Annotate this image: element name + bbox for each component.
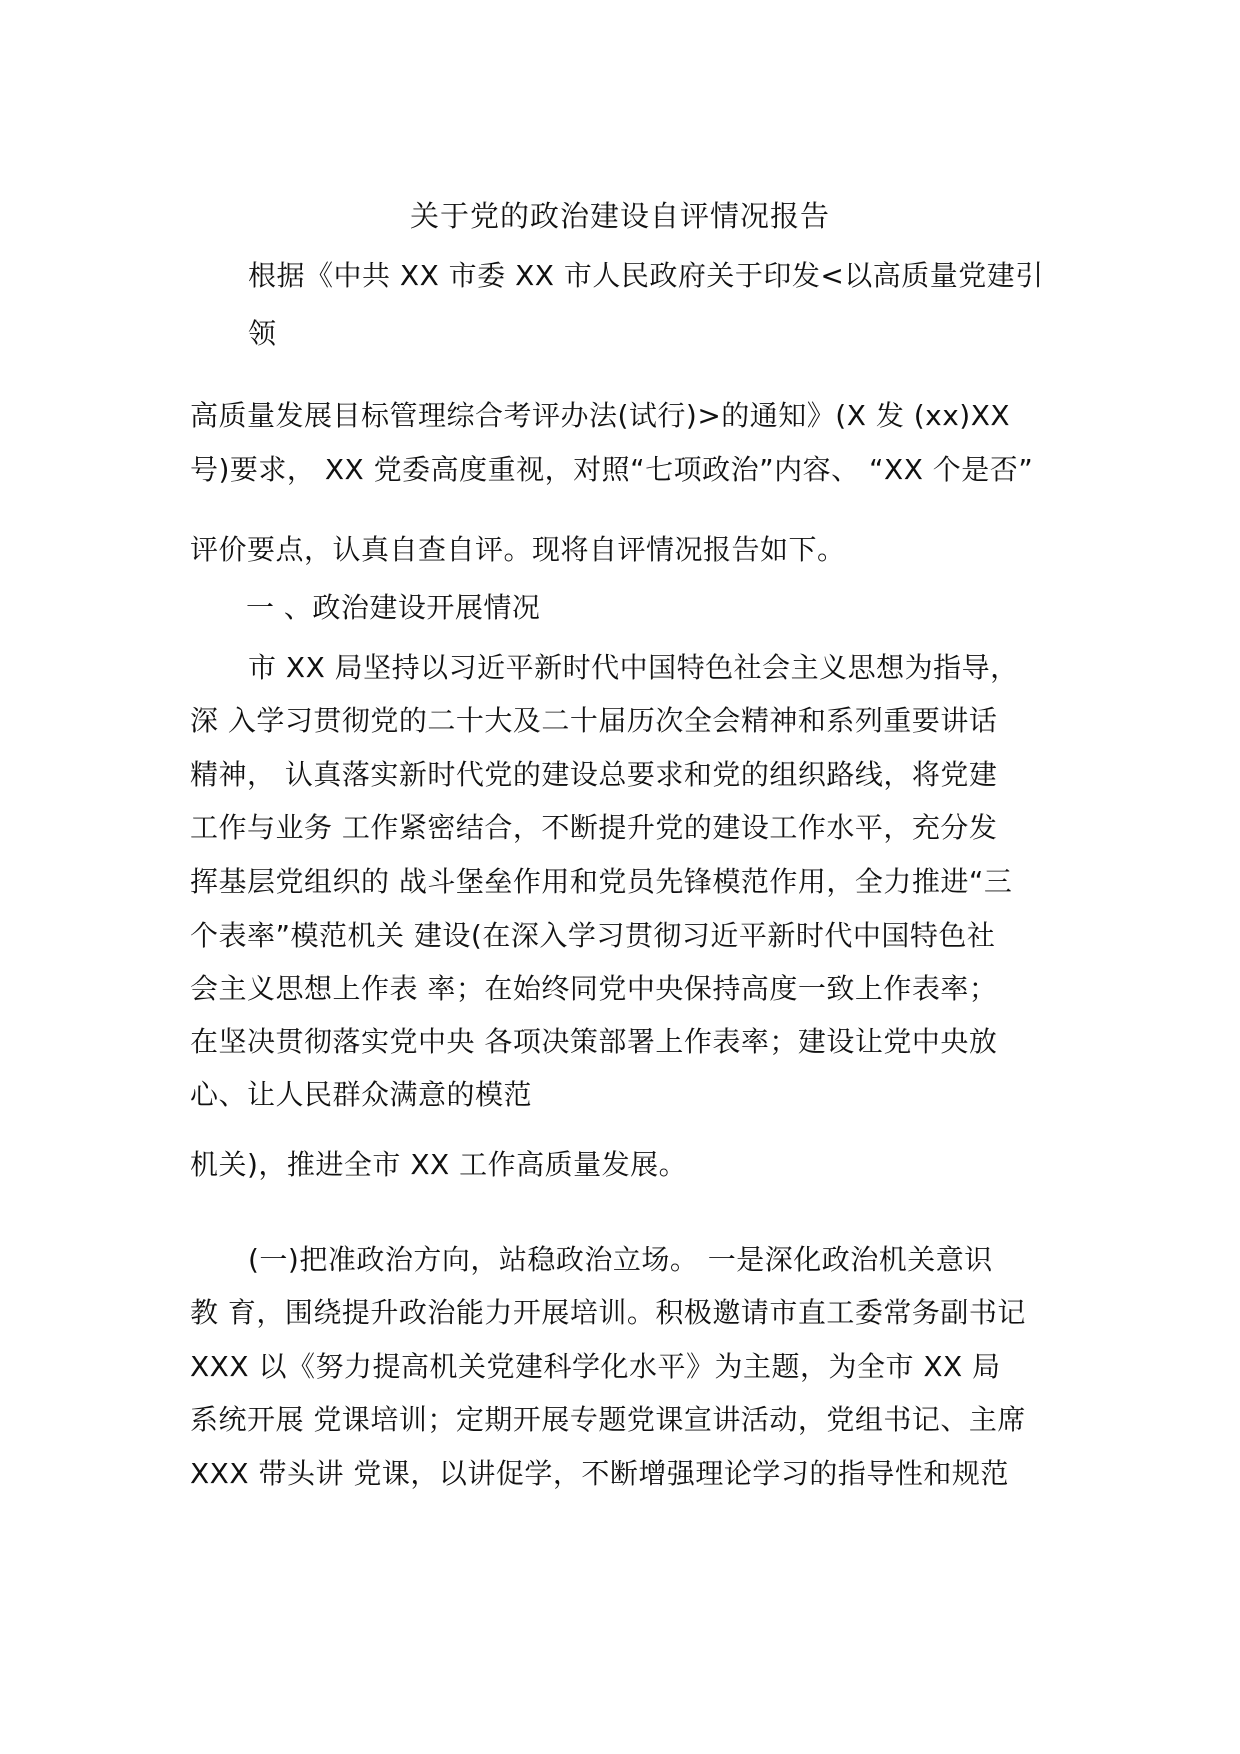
paragraph-line: 教 育，围绕提升政治能力开展培训。积极邀请市直工委常务副书记 — [190, 1296, 1026, 1329]
section-heading: 一 、政治建设开展情况 — [246, 591, 541, 624]
paragraph-line: 领 — [248, 317, 277, 350]
paragraph-line: 系统开展 党课培训；定期开展专题党课宣讲活动，党组书记、主席 — [190, 1403, 1026, 1436]
paragraph-line: 高质量发展目标管理综合考评办法(试行)>的通知》(X 发 (xx)XX — [190, 399, 1011, 432]
paragraph-line: 号)要求， XX 党委高度重视，对照“七项政治”内容、 “XX 个是否” — [190, 453, 1034, 486]
paragraph-line: 机关)，推进全市 XX 工作高质量发展。 — [190, 1148, 688, 1181]
paragraph-line: XXX 以《努力提高机关党建科学化水平》为主题，为全市 XX 局 — [190, 1350, 1001, 1383]
paragraph-line: 工作与业务 工作紧密结合，不断提升党的建设工作水平，充分发 — [190, 811, 998, 844]
paragraph-line: 挥基层党组织的 战斗堡垒作用和党员先锋模范作用，全力推进“三 — [190, 865, 1013, 898]
paragraph-line: 在坚决贯彻落实党中央 各项决策部署上作表率；建设让党中央放 — [190, 1025, 998, 1058]
paragraph-line: 深 入学习贯彻党的二十大及二十届历次全会精神和系列重要讲话 — [190, 704, 998, 737]
paragraph-line: 评价要点，认真自查自评。现将自评情况报告如下。 — [190, 533, 846, 566]
paragraph-line: 心、让人民群众满意的模范 — [190, 1078, 533, 1111]
paragraph-line: 精神， 认真落实新时代党的建设总要求和党的组织路线，将党建 — [190, 758, 998, 791]
paragraph-line: XXX 带头讲 党课，以讲促学，不断增强理论学习的指导性和规范 — [190, 1457, 1009, 1490]
paragraph-line: 个表率”模范机关 建设(在深入学习贯彻习近平新时代中国特色社 — [190, 919, 996, 952]
paragraph-line: (一)把准政治方向，站稳政治立场。 一是深化政治机关意识 — [248, 1243, 993, 1276]
paragraph-line: 会主义思想上作表 率；在始终同党中央保持高度一致上作表率； — [190, 972, 998, 1005]
paragraph-line: 市 XX 局坚持以习近平新时代中国特色社会主义思想为指导， — [248, 651, 1019, 684]
paragraph-line: 根据《中共 XX 市委 XX 市人民政府关于印发<以高质量党建引 — [248, 259, 1044, 292]
document-title: 关于党的政治建设自评情况报告 — [409, 199, 830, 233]
